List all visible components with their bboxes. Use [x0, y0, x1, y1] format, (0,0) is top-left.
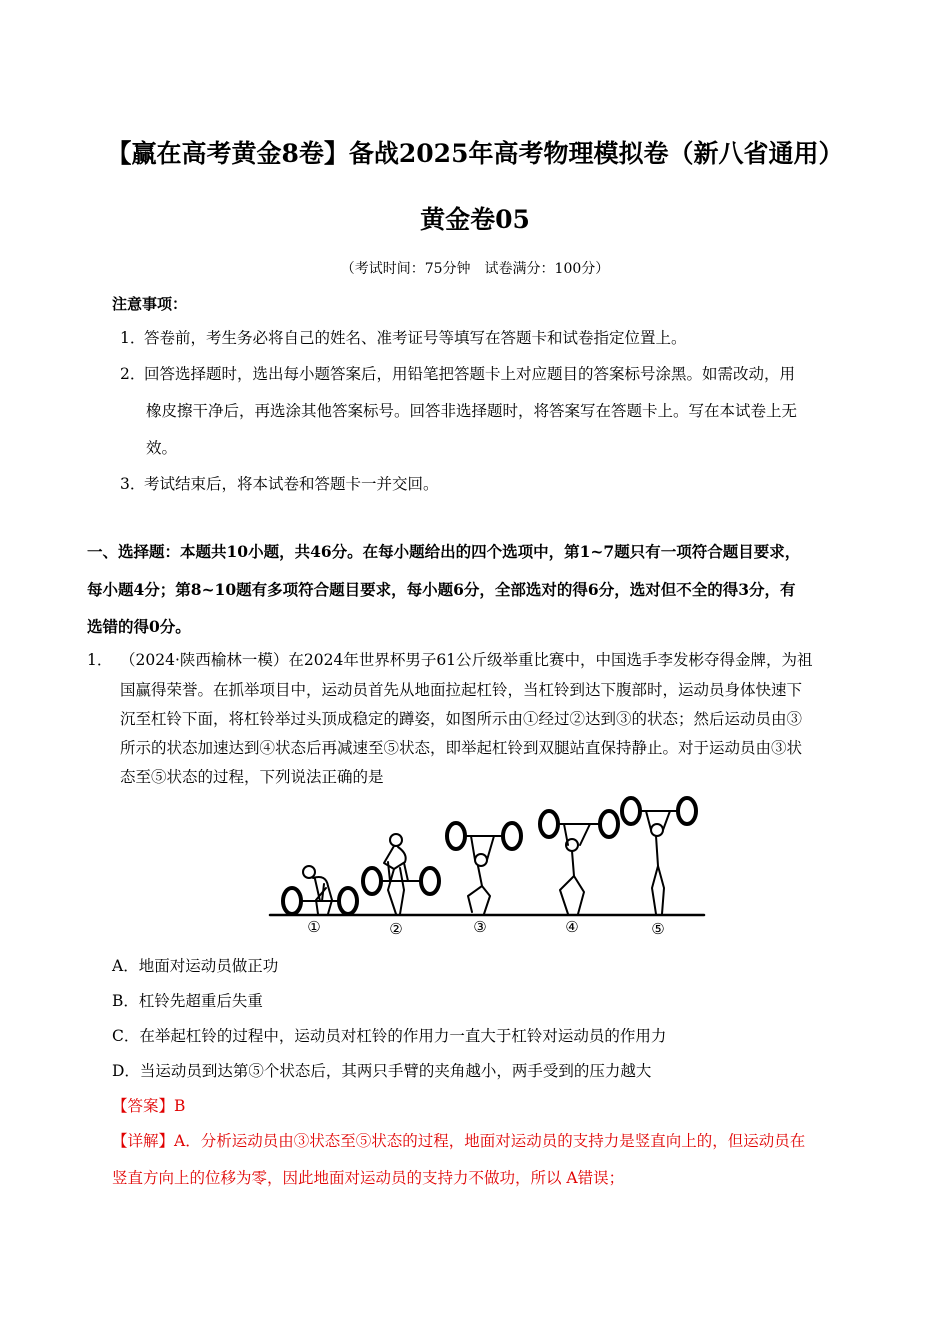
lifter-stage-1 [283, 866, 357, 914]
option-d: D．当运动员到达第⑤个状态后，其两只手臂的夹角越小，两手受到的压力越大 [112, 1062, 652, 1080]
note-text-continued: 效。 [146, 439, 178, 457]
option-c: C．在举起杠铃的过程中，运动员对杠铃的作用力一直大于杠铃对运动员的作用力 [112, 1027, 667, 1045]
section-heading-line: 每小题4分；第8~10题有多项符合题目要求，每小题6分，全部选对的得6分，选对但不全的得3分，有 [87, 580, 796, 599]
note-number: 3． [120, 475, 146, 493]
explanation-line: 竖直方向上的位移为零，因此地面对运动员的支持力不做功，所以 A错误； [112, 1169, 625, 1187]
option-b: B．杠铃先超重后失重 [112, 992, 263, 1010]
question-text-line: 态至⑤状态的过程，下列说法正确的是 [120, 768, 384, 786]
answer-label: 【答案】B [112, 1097, 186, 1115]
weightlifting-figure [268, 790, 708, 940]
figure-label: ⑤ [651, 920, 665, 938]
figure-label: ④ [565, 918, 579, 936]
note-text: 答卷前，考生务必将自己的姓名、准考证号等填写在答题卡和试卷指定位置上。 [144, 329, 687, 347]
question-text-line: 国赢得荣誉。在抓举项目中，运动员首先从地面拉起杠铃，当杠铃到达下腹部时，运动员身体快速下 [120, 681, 803, 699]
document-title: 【赢在高考黄金8卷】备战2025年高考物理模拟卷（新八省通用） [106, 139, 844, 168]
question-text-line: 沉至杠铃下面，将杠铃举过头顶成稳定的蹲姿，如图所示由①经过②达到③的状态；然后运动员由③ [120, 710, 803, 728]
question-1 [87, 650, 813, 670]
exam-info: （考试时间：75分钟 试卷满分：100分） [340, 261, 610, 277]
question-number: 1． [87, 651, 113, 669]
note-number: 2． [120, 365, 146, 383]
note-text: 考试结束后，将本试卷和答题卡一并交回。 [144, 475, 439, 493]
note-item-3 [120, 474, 439, 494]
note-text: 回答选择题时，选出每小题答案后，用铅笔把答题卡上对应题目的答案标号涂黑。如需改动，用 [144, 365, 796, 383]
figure-label: ② [389, 920, 403, 938]
note-text-continued: 橡皮擦干净后，再选涂其他答案标号。回答非选择题时，将答案写在答题卡上。写在本试卷上无 [146, 402, 798, 420]
question-text: （2024·陕西榆林一模）在2024年世界杯男子61公斤级举重比赛中，中国选手李发彬夺得金牌，为祖 [120, 651, 813, 669]
question-text-line: 所示的状态加速达到④状态后再减速至⑤状态，即举起杠铃到双腿站直保持静止。对于运动员由③状 [120, 739, 803, 757]
lifter-stage-4 [540, 811, 618, 914]
note-number: 1． [120, 329, 146, 347]
explanation-line: 【详解】A．分析运动员由③状态至⑤状态的过程，地面对运动员的支持力是竖直向上的，但运动员在 [112, 1132, 806, 1150]
note-item-1 [120, 328, 687, 348]
document-subtitle: 黄金卷05 [420, 205, 530, 234]
figure-label: ③ [473, 918, 487, 936]
option-a: A．地面对运动员做正功 [112, 957, 279, 975]
note-item-2 [120, 364, 795, 384]
figure-label: ① [307, 918, 321, 936]
lifter-stage-5 [622, 798, 696, 914]
notes-heading: 注意事项： [112, 295, 188, 313]
section-heading-line: 选错的得0分。 [87, 617, 191, 636]
section-heading-line: 一、选择题：本题共10小题，共46分。在每小题给出的四个选项中，第1~7题只有一项符合题目要求， [87, 542, 801, 561]
lifter-stage-3 [447, 823, 521, 914]
lifter-stage-2 [363, 834, 439, 914]
